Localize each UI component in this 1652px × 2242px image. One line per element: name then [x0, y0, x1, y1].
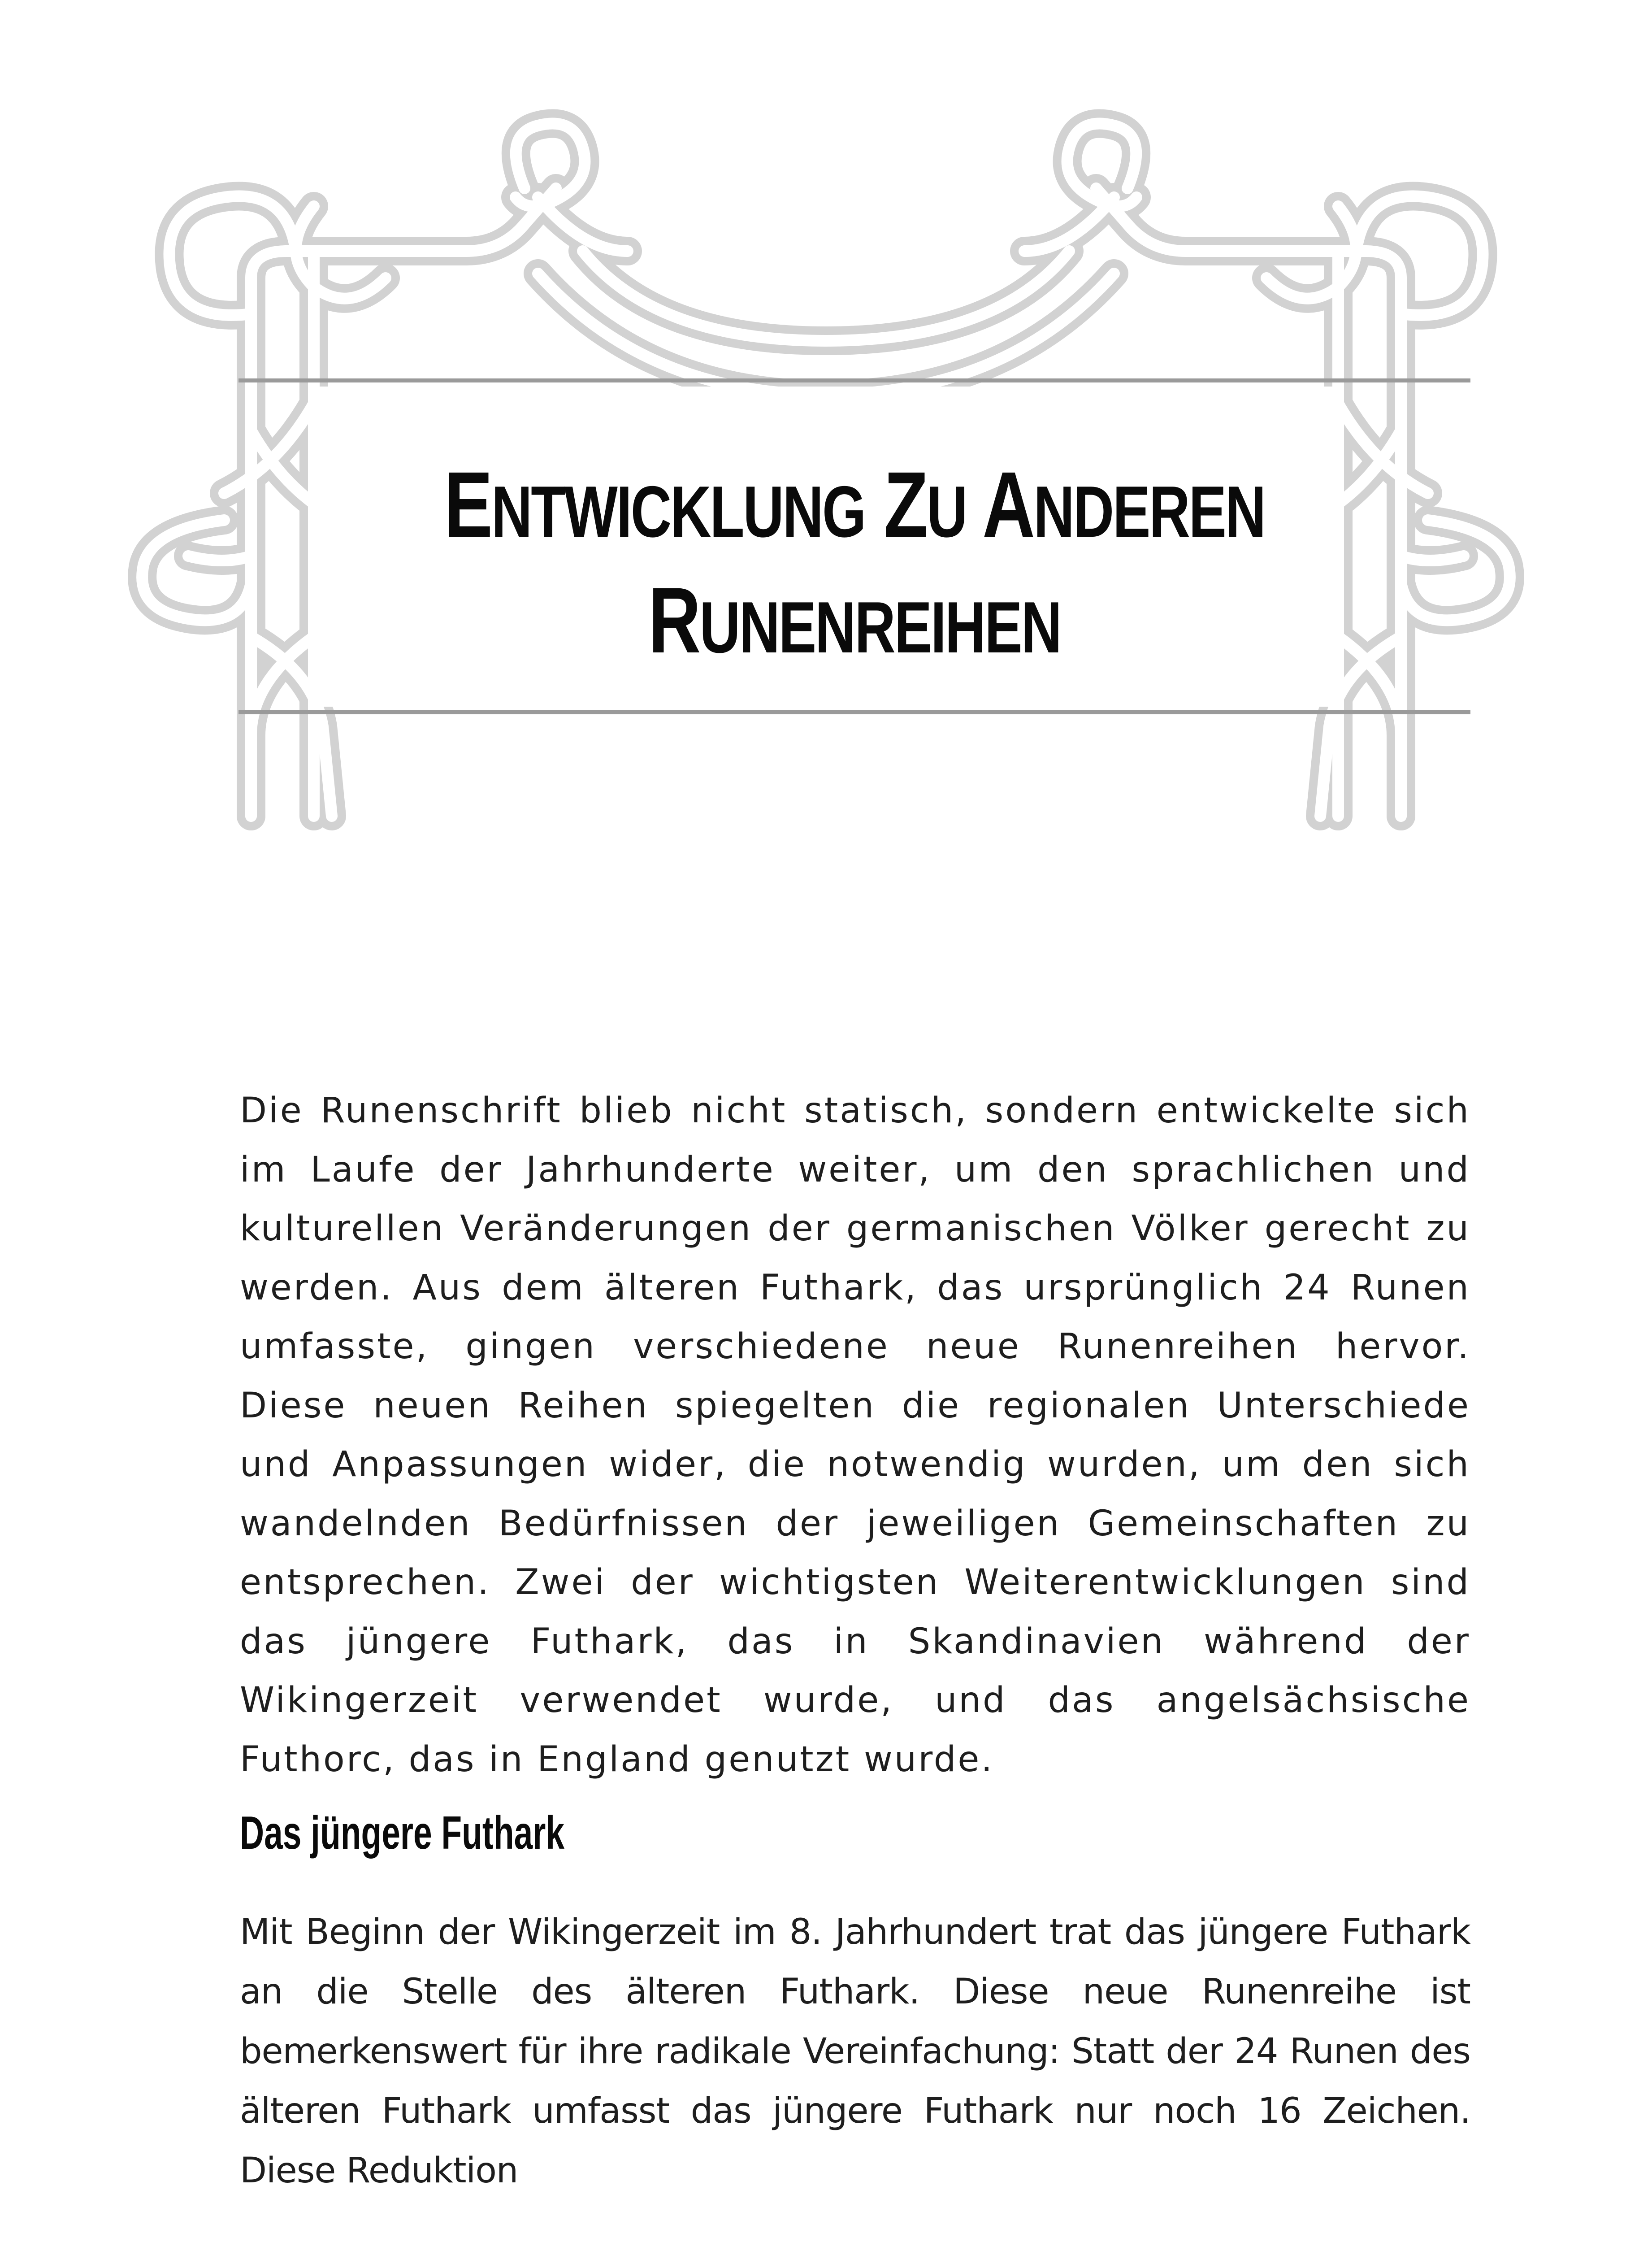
title-rule-top [238, 378, 1470, 382]
section-heading: Das jüngere Futhark [240, 1807, 565, 1859]
chapter-title [374, 451, 1335, 682]
title-small-caps: NTWICKLUNG [491, 471, 865, 552]
section-paragraph: Mit Beginn der Wikingerzeit im 8. Jahrhundert trat das jüngere Futhark an die Stelle des älteren Futhark. Diese neue Runenreihe ist bemerkenswert für ihre radikale Vereinfachung: Statt der 24 Runen des älteren Futhark umfasst das jüngere Futhark nur noch 16 Zeichen. Diese Reduktion [240, 1912, 1470, 2191]
knotwork-frame-icon [0, 0, 1652, 852]
chapter-title-line-2: RUNENREIHEN [648, 569, 1061, 673]
chapter-title-line-1: ENTWICKLUNG ZU ANDEREN [444, 453, 1265, 557]
intro-paragraph: Die Runenschrift blieb nicht statisch, sondern entwickelte sich im Laufe der Jahrhunderte weiter, um den sprachlichen und kulturellen Veränderungen der germanischen Völker gerecht zu werden. Aus dem älteren Futhark, das ursprünglich 24 Runen umfasste, gingen verschiedene neue Runenreihen hervor. Diese neuen Reihen spiegelten die regionalen Unterschiede und Anpassungen wider, die notwendig wurden, um den sich wandelnden Bedürfnissen der jeweiligen Gemeinschaften zu entsprechen. Zwei der wichtigsten Weiterentwicklungen sind das jüngere Futhark, das in Skandinavien während der Wikingerzeit verwendet wurde, und das angelsächsische Futhorc, das in England genutzt wurde. [240, 1091, 1470, 1780]
title-rule-bottom [238, 710, 1470, 714]
title-small-caps: U [927, 471, 967, 552]
title-small-caps: NDEREN [1033, 471, 1265, 552]
title-small-caps: UNENREIHEN [699, 587, 1061, 668]
